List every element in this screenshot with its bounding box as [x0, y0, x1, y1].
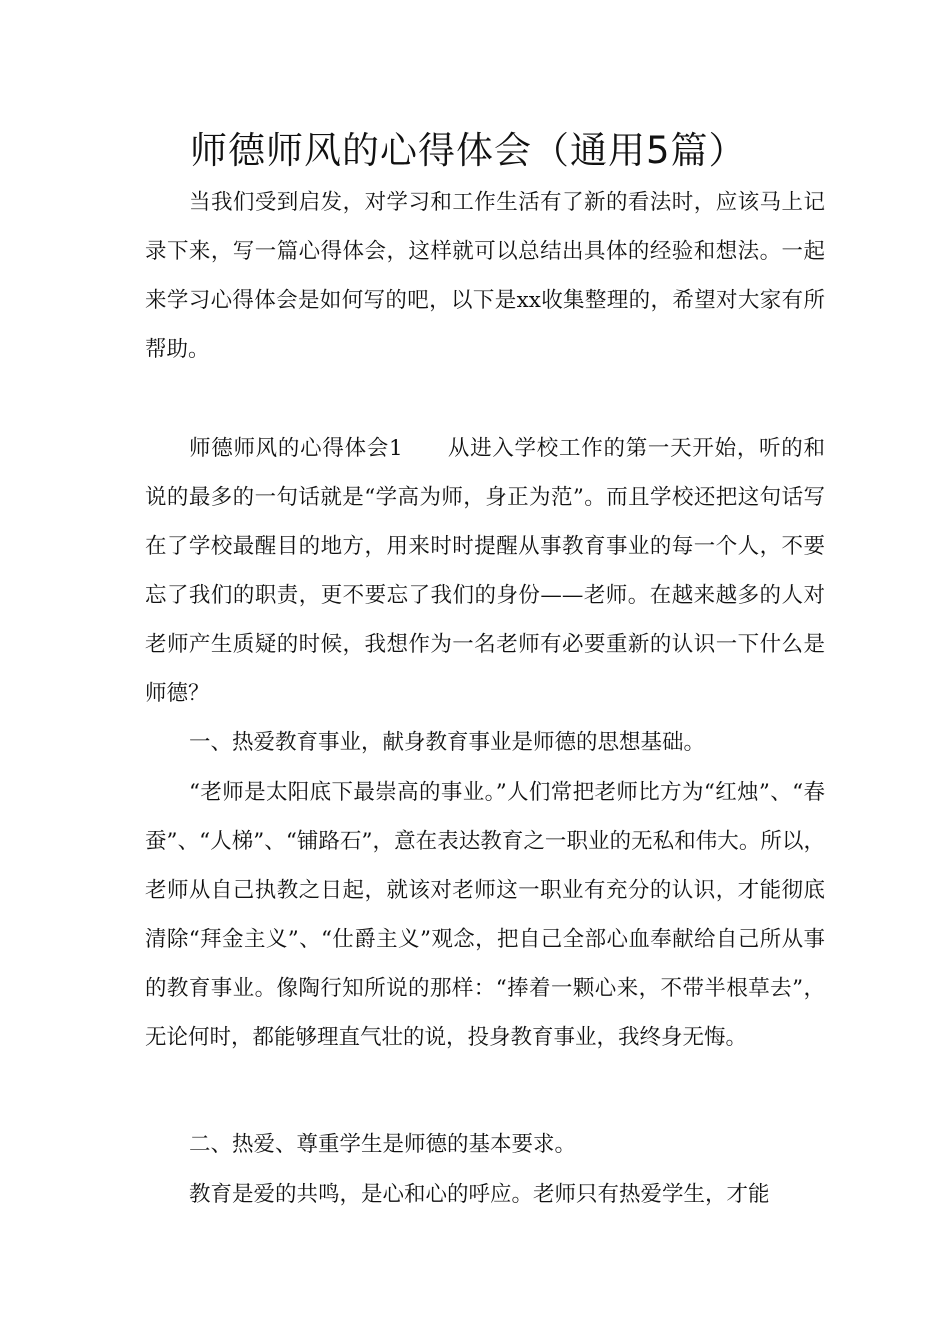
document-title: 师德师风的心得体会（通用5篇）	[190, 129, 747, 172]
section-heading-2: 二、热爱、尊重学生是师德的基本要求。	[189, 1132, 577, 1157]
section-heading-1: 一、热爱教育事业，献身教育事业是师德的思想基础。	[189, 730, 706, 755]
body-paragraph-1: “老师是太阳底下最崇高的事业。”人们常把老师比方为“红烛”、“春蚕”、“人梯”、“铺路石”，意在表达教育之一职业的无私和伟大。所以，老师从自己执教之日起，就该对老师这一职业有充分的认识，才能彻底清除“拜金主义”、“仕爵主义”观念，把自己全部心血奉献给自己所从事的教育事业。像陶行知所说的那样：“捧着一颗心来，不带半根草去”，无论何时，都能够理直气壮的说，投身教育事业，我终身无悔。	[145, 780, 825, 1050]
intro-paragraph: 当我们受到启发，对学习和工作生活有了新的看法时，应该马上记录下来，写一篇心得体会，这样就可以总结出具体的经验和想法。一起来学习心得体会是如何写的吧，以下是xx收集整理的，希望对大家有所帮助。	[145, 190, 825, 362]
body-paragraph-2: 教育是爱的共鸣，是心和心的呼应。老师只有热爱学生，才能	[189, 1182, 770, 1207]
section-1-paragraph: 师德师风的心得体会1 从进入学校工作的第一天开始，听的和说的最多的一句话就是“学高为师，身正为范”。而且学校还把这句话写在了学校最醒目的地方，用来时时提醒从事教育事业的每一个人，不要忘了我们的职责，更不要忘了我们的身份——老师。在越来越多的人对老师产生质疑的时候，我想作为一名老师有必要重新的认识一下什么是师德？	[145, 436, 825, 706]
